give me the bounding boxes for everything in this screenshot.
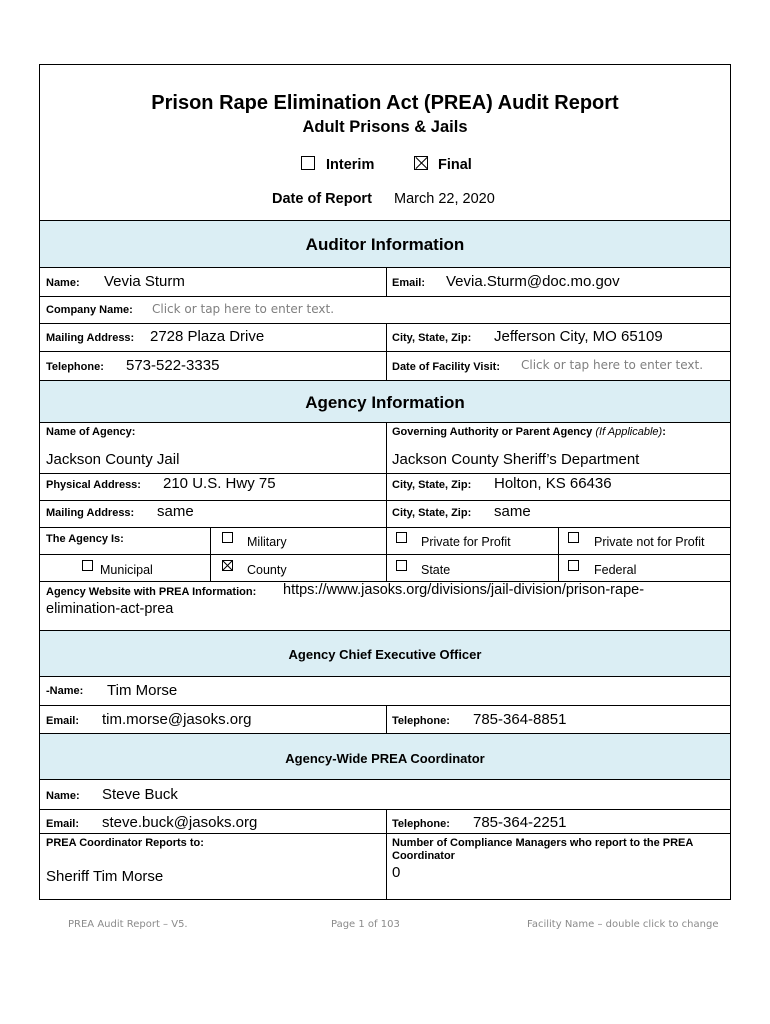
auditor-name-label: Name: — [46, 277, 80, 289]
ceo-phone-value[interactable]: 785-364-8851 — [473, 711, 567, 728]
auditor-section-title: Auditor Information — [305, 235, 465, 254]
final-checkbox[interactable] — [414, 156, 428, 170]
physical-address-label: Physical Address: — [46, 479, 141, 491]
reports-to-value[interactable]: Sheriff Tim Morse — [46, 868, 164, 885]
compliance-managers-label-line1: Number of Compliance Managers who report to the PREA — [392, 837, 694, 849]
company-name-label: Company Name: — [46, 304, 133, 316]
county-label: County — [247, 563, 287, 577]
agency-mailing-label: Mailing Address: — [46, 507, 135, 519]
facility-visit-label: Date of Facility Visit: — [392, 361, 500, 373]
municipal-checkbox[interactable] — [82, 560, 93, 571]
federal-label: Federal — [594, 563, 637, 577]
footer-version: PREA Audit Report – V5. — [68, 919, 188, 930]
agency-website-value-line2[interactable]: elimination-act-prea — [46, 601, 174, 617]
ceo-name-label: -Name: — [46, 685, 84, 697]
auditor-phone-value[interactable]: 573-522-3335 — [126, 357, 220, 374]
coordinator-section-title: Agency-Wide PREA Coordinator — [285, 751, 485, 766]
governing-authority-label: Governing Authority or Parent Agency (If Applicable): — [392, 426, 666, 438]
coordinator-email-value[interactable]: steve.buck@jasoks.org — [102, 814, 258, 831]
physical-city-label: City, State, Zip: — [392, 479, 472, 491]
coordinator-phone-value[interactable]: 785-364-2251 — [473, 814, 567, 831]
ceo-email-label: Email: — [46, 715, 80, 727]
county-checkbox[interactable] — [222, 560, 233, 571]
agency-section-title: Agency Information — [305, 393, 465, 412]
auditor-mailing-label: Mailing Address: — [46, 332, 135, 344]
report-subtitle: Adult Prisons & Jails — [302, 118, 468, 136]
audit-report-form — [39, 64, 731, 900]
municipal-label: Municipal — [100, 563, 153, 577]
compliance-managers-label-line2: Coordinator — [392, 850, 455, 862]
agency-name-label: Name of Agency: — [46, 426, 136, 438]
governing-authority-value[interactable]: Jackson County Sheriff’s Department — [392, 451, 640, 468]
date-of-report-label: Date of Report — [272, 191, 372, 207]
company-name-placeholder[interactable]: Click or tap here to enter text. — [152, 302, 335, 316]
interim-checkbox[interactable] — [301, 156, 315, 170]
auditor-mailing-value[interactable]: 2728 Plaza Drive — [150, 328, 265, 345]
coordinator-name-value[interactable]: Steve Buck — [102, 786, 178, 803]
interim-label: Interim — [326, 157, 375, 173]
final-label: Final — [438, 157, 472, 173]
date-of-report-value[interactable]: March 22, 2020 — [394, 191, 495, 207]
compliance-managers-value[interactable]: 0 — [392, 864, 401, 881]
state-label: State — [421, 563, 451, 577]
physical-city-value[interactable]: Holton, KS 66436 — [494, 475, 612, 492]
military-label: Military — [247, 535, 287, 549]
footer-facility-name[interactable]: Facility Name – double click to change — [527, 919, 719, 930]
private-for-profit-label: Private for Profit — [421, 535, 511, 549]
auditor-email-value[interactable]: Vevia.Sturm@doc.mo.gov — [446, 273, 620, 290]
ceo-section-title: Agency Chief Executive Officer — [288, 647, 482, 662]
federal-checkbox[interactable] — [568, 560, 579, 571]
coordinator-phone-label: Telephone: — [392, 818, 450, 830]
coordinator-name-label: Name: — [46, 790, 80, 802]
auditor-email-label: Email: — [392, 277, 426, 289]
reports-to-label: PREA Coordinator Reports to: — [46, 837, 204, 849]
auditor-city-label: City, State, Zip: — [392, 332, 472, 344]
ceo-phone-label: Telephone: — [392, 715, 450, 727]
coordinator-email-label: Email: — [46, 818, 80, 830]
auditor-name-value[interactable]: Vevia Sturm — [104, 273, 185, 290]
agency-website-value-line1[interactable]: https://www.jasoks.org/divisions/jail-division/prison-rape- — [283, 582, 645, 598]
report-title: Prison Rape Elimination Act (PREA) Audit Report — [151, 92, 619, 114]
ceo-email-value[interactable]: tim.morse@jasoks.org — [102, 711, 252, 728]
agency-website-label: Agency Website with PREA Information: — [46, 586, 257, 598]
agency-mailing-city-label: City, State, Zip: — [392, 507, 472, 519]
auditor-city-value[interactable]: Jefferson City, MO 65109 — [494, 328, 663, 345]
ceo-name-value[interactable]: Tim Morse — [107, 682, 178, 699]
agency-mailing-city-value[interactable]: same — [494, 503, 531, 520]
state-checkbox[interactable] — [396, 560, 407, 571]
agency-name-value[interactable]: Jackson County Jail — [46, 451, 180, 468]
agency-type-label: The Agency Is: — [46, 533, 124, 545]
private-not-for-profit-checkbox[interactable] — [568, 532, 579, 543]
physical-address-value[interactable]: 210 U.S. Hwy 75 — [163, 475, 276, 492]
private-for-profit-checkbox[interactable] — [396, 532, 407, 543]
facility-visit-placeholder[interactable]: Click or tap here to enter text. — [521, 358, 704, 372]
private-not-for-profit-label: Private not for Profit — [594, 535, 705, 549]
military-checkbox[interactable] — [222, 532, 233, 543]
auditor-phone-label: Telephone: — [46, 361, 104, 373]
agency-mailing-value[interactable]: same — [157, 503, 194, 520]
footer-page-number: Page 1 of 103 — [331, 919, 400, 930]
